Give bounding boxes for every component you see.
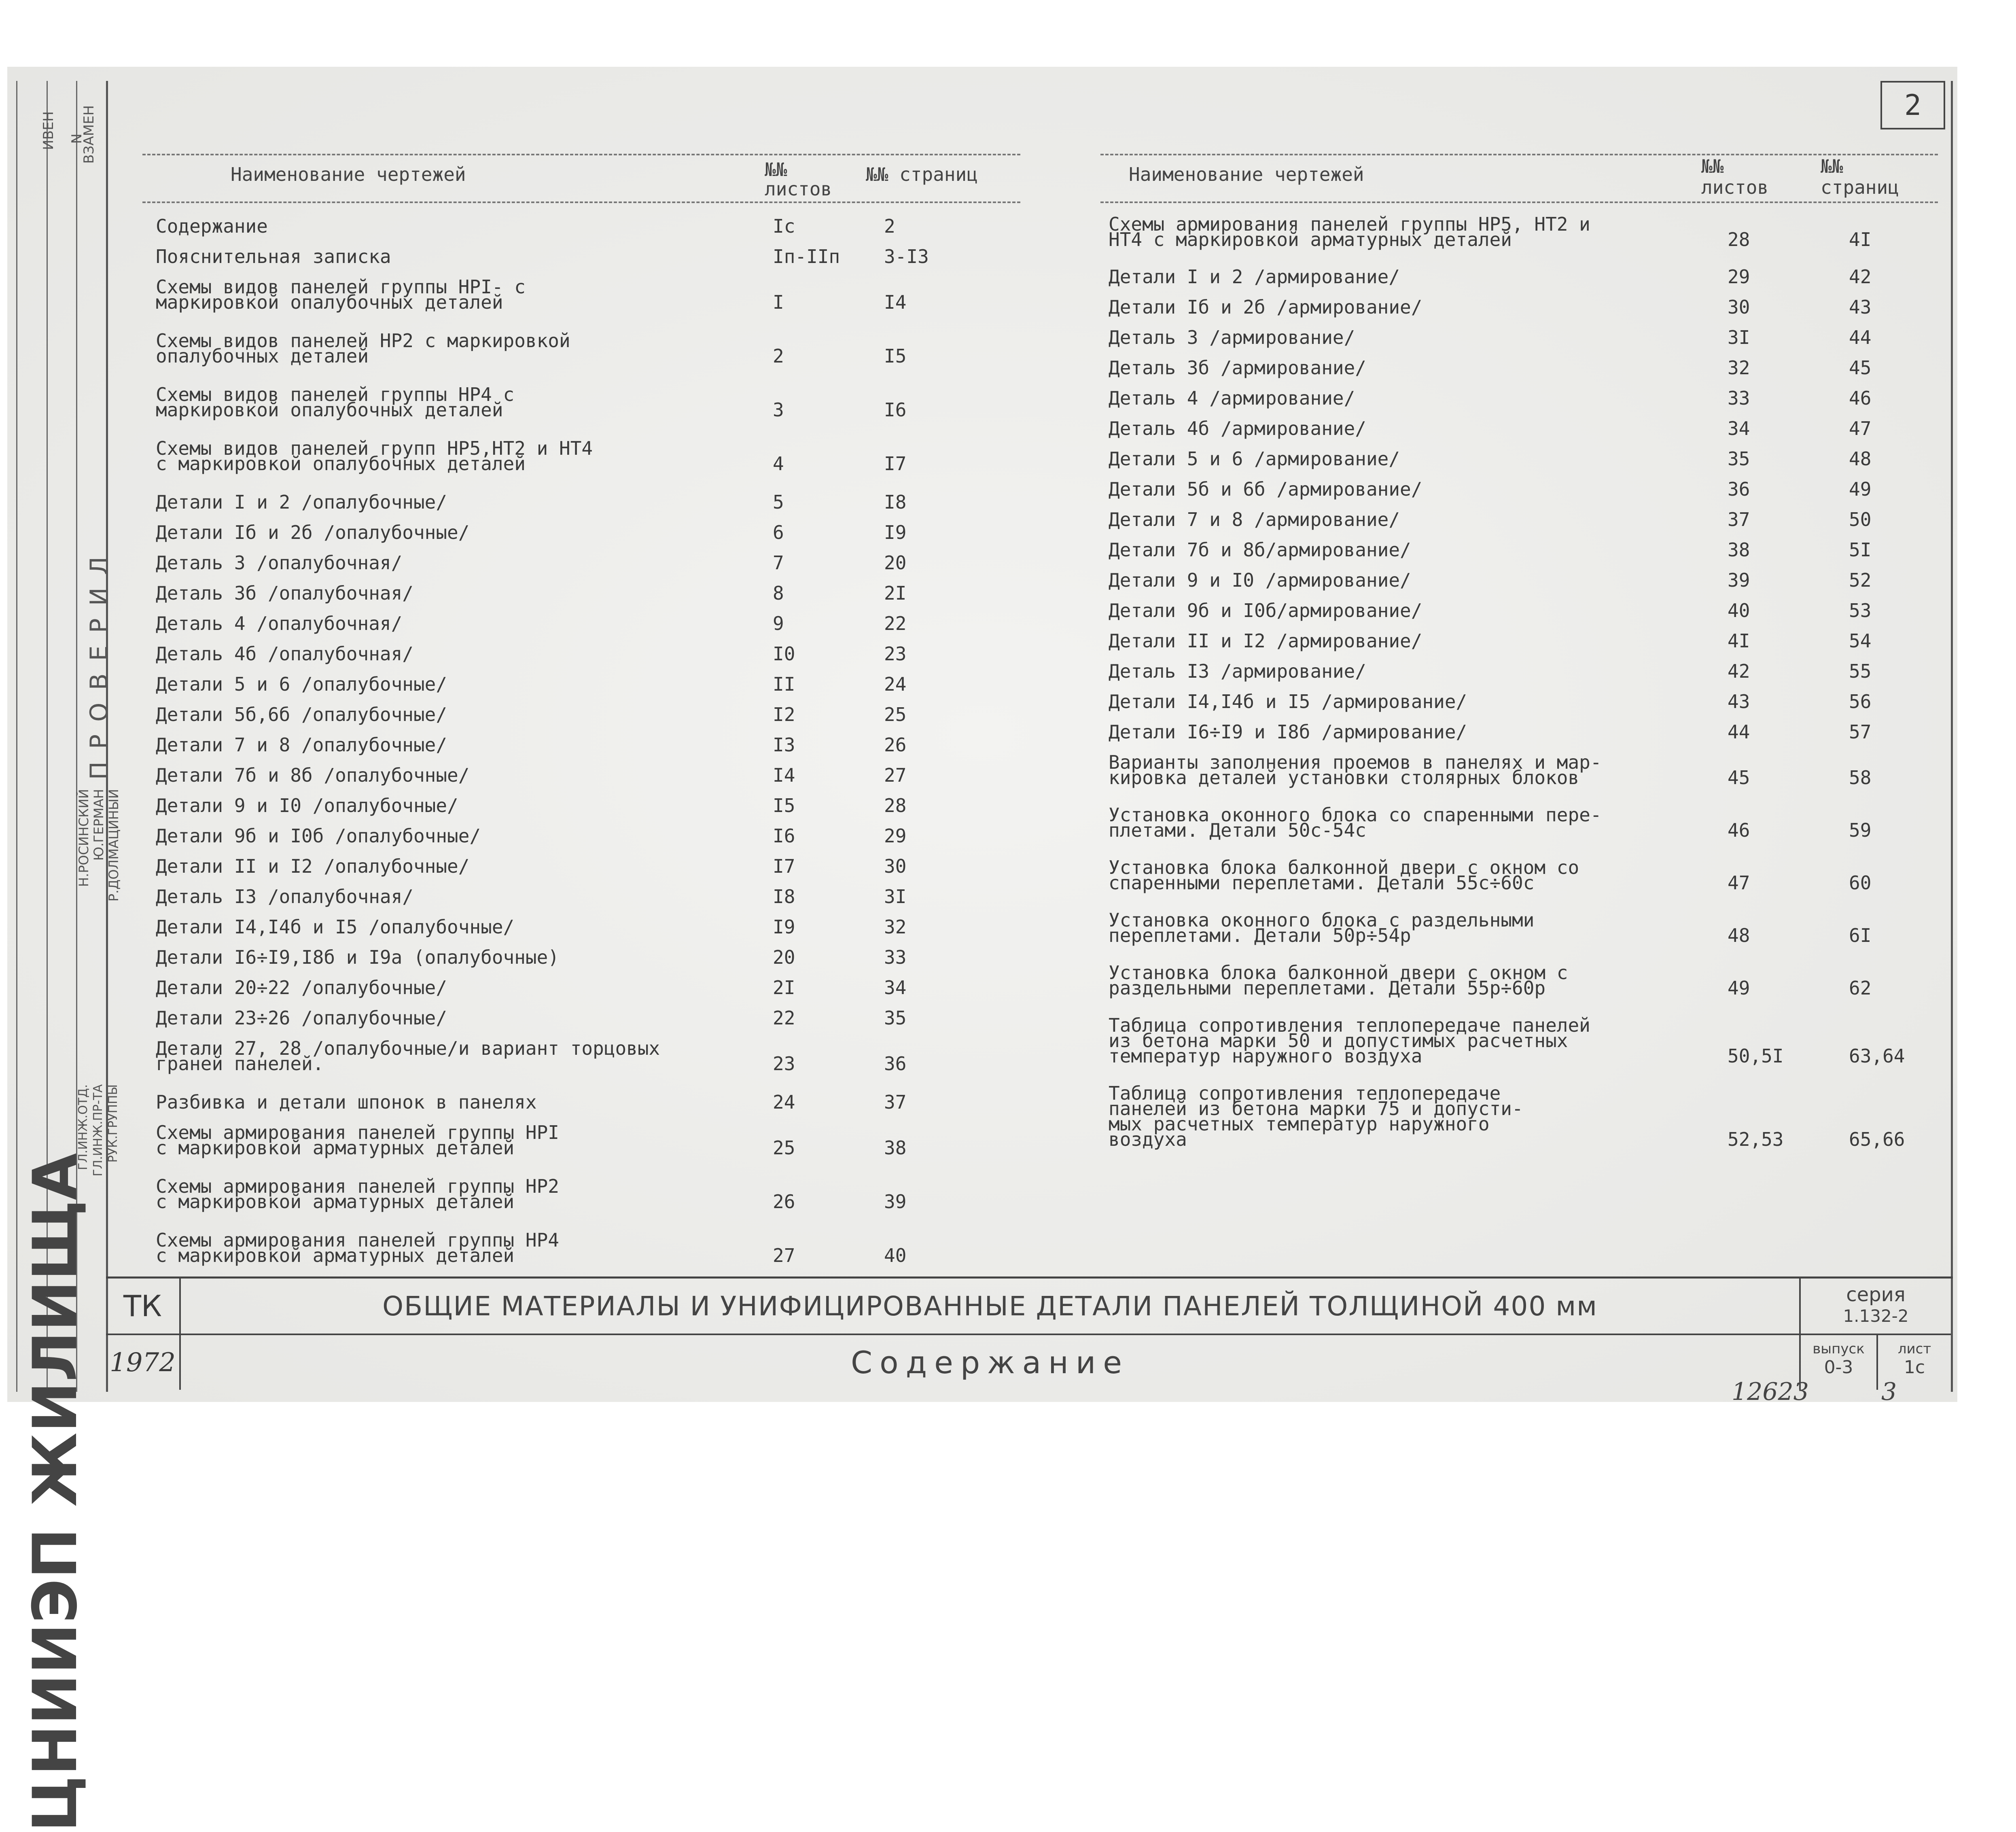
page-number-cell: 63,64 <box>1849 1045 1905 1067</box>
sheet-number: 22 <box>773 1007 795 1029</box>
drawing-name-line: Варианты заполнения проемов в панелях и мар- <box>1109 751 1602 773</box>
drawing-name <box>156 886 413 908</box>
drawing-name <box>1109 600 1422 621</box>
page-number-cell: 6I <box>1849 924 1872 946</box>
drawing-name-line: Содержание <box>156 215 268 237</box>
page-number-cell: 36 <box>884 1053 907 1075</box>
sheet-number: 49 <box>1728 977 1750 999</box>
series-value: 1.132-2 <box>1843 1306 1909 1326</box>
sheet-number: 39 <box>1728 569 1750 591</box>
sheet-number: 7 <box>773 552 784 574</box>
drawing-name <box>156 437 593 475</box>
page-number: 2 <box>1904 89 1922 122</box>
series-label: серия <box>1846 1283 1906 1306</box>
drawing-name <box>1109 721 1467 743</box>
drawing-name-line: Схемы армирования панелей группы НР2 <box>156 1175 559 1197</box>
page-number-cell: 52 <box>1849 569 1872 591</box>
drawing-name <box>156 795 458 816</box>
drawing-name-line: Схемы видов панелей НР2 с маркировкой <box>156 330 570 352</box>
drawing-name-line: спаренными переплетами. Детали 55с÷60с <box>1109 872 1535 894</box>
drawing-name <box>156 1122 559 1159</box>
page-number-cell: 29 <box>884 825 907 847</box>
drawing-name-line: Детали Iб и 2б /армирование/ <box>1109 296 1422 318</box>
sheet-number: I7 <box>773 855 795 877</box>
drawing-name-line: Детали I4,I4б и I5 /армирование/ <box>1109 691 1467 712</box>
drawing-name <box>1109 478 1422 500</box>
drawing-name <box>1109 418 1366 439</box>
signer-name: Н.РОСИНСКИЙ <box>76 789 91 887</box>
drawing-name <box>1109 266 1400 288</box>
drawing-name <box>1109 569 1411 591</box>
drawing-name-line: Деталь 4 /опалубочная/ <box>156 613 403 634</box>
sheet-number: I <box>773 291 784 313</box>
drawing-name <box>156 246 391 267</box>
sheet-number: II <box>773 673 795 695</box>
drawing-name <box>156 215 268 237</box>
column-header-name: Наименование чертежей <box>231 163 466 185</box>
sheet-number: 28 <box>1728 229 1750 250</box>
drawing-name-line: Таблица сопротивления теплопередаче панелей <box>1109 1014 1590 1036</box>
sheet-number: 27 <box>773 1245 795 1266</box>
sidebar-top-label: ИВЕН <box>40 111 57 150</box>
page-number-cell: I4 <box>884 291 907 313</box>
page-number-cell: 65,66 <box>1849 1128 1905 1150</box>
drawing-name <box>1109 1082 1523 1150</box>
page-number-cell: 33 <box>884 946 907 968</box>
drawing-name-line: Установка оконного блока с раздельными <box>1109 909 1535 931</box>
sheet-number: I0 <box>773 643 795 665</box>
drawing-name <box>156 946 559 968</box>
sheet-number: 6 <box>773 522 784 543</box>
sheet-number: 20 <box>773 946 795 968</box>
page-number-cell: 26 <box>884 734 907 756</box>
drawing-name-line: с маркировкой опалубочных деталей <box>156 453 526 475</box>
page-number-cell: 54 <box>1849 630 1872 652</box>
page-number-cell: 3-I3 <box>884 246 929 267</box>
sheet-number: 50,5I <box>1728 1045 1784 1067</box>
column-header-name: Наименование чертежей <box>1129 163 1364 185</box>
drawing-name <box>1109 296 1422 318</box>
page-number-cell: 40 <box>884 1245 907 1266</box>
sheet-number: 29 <box>1728 266 1750 288</box>
page-number-cell: 60 <box>1849 872 1872 894</box>
drawing-name <box>156 1175 559 1213</box>
issue-cell <box>1799 1335 1878 1390</box>
stamp-title: ОБЩИЕ МАТЕРИАЛЫ И УНИФИЦИРОВАННЫЕ ДЕТАЛИ ПАНЕЛЕЙ ТОЛЩИНОЙ 400 мм <box>382 1290 1598 1322</box>
footer-page: 3 <box>1881 1378 1897 1406</box>
drawing-name-line: Детали 7б и 8б/армирование/ <box>1109 539 1411 561</box>
sheet-number: 32 <box>1728 357 1750 379</box>
sheet-number: 45 <box>1728 767 1750 789</box>
sheet-number: I2 <box>773 704 795 725</box>
page-number-cell: 38 <box>884 1137 907 1159</box>
drawing-name-line: Детали II и I2 /опалубочные/ <box>156 855 470 877</box>
drawing-name-line: Деталь 3б /опалубочная/ <box>156 582 413 604</box>
drawing-name-line: Деталь I3 /армирование/ <box>1109 660 1366 682</box>
drawing-name <box>156 1091 537 1113</box>
sheet-number: 24 <box>773 1091 795 1113</box>
sheet-number: 2 <box>773 345 784 367</box>
page-number-cell: I7 <box>884 453 907 475</box>
drawing-name-line: Детали 9б и I0б /опалубочные/ <box>156 825 481 847</box>
sheet-number: 46 <box>1728 819 1750 841</box>
drawing-name-line: маркировкой опалубочных деталей <box>156 399 503 421</box>
drawing-name <box>1109 751 1602 789</box>
sheet-number: I8 <box>773 886 795 908</box>
drawing-name <box>156 384 515 421</box>
sheet-number: 26 <box>773 1191 795 1213</box>
page-number-cell: 53 <box>1849 600 1872 621</box>
drawing-name-line: Детали II и I2 /армирование/ <box>1109 630 1422 652</box>
page-number-cell: 44 <box>1849 327 1872 348</box>
drawing-name-line: Схемы армирования панелей группы НР4 <box>156 1229 559 1251</box>
sheet-number: 2I <box>773 977 795 999</box>
drawing-name-line: Деталь 4 /армирование/ <box>1109 387 1355 409</box>
drawing-name <box>156 734 447 756</box>
page-number-box <box>1880 81 1945 129</box>
issue-label: выпуск <box>1812 1341 1865 1357</box>
page-number-cell: 43 <box>1849 296 1872 318</box>
sheet-number: 5 <box>773 491 784 513</box>
drawing-name-line: Детали I и 2 /армирование/ <box>1109 266 1400 288</box>
stamp-subtitle-cell <box>181 1335 1799 1390</box>
drawing-name-line: Детали 20÷22 /опалубочные/ <box>156 977 447 999</box>
sheet-value: 1с <box>1904 1357 1925 1378</box>
drawing-name <box>156 552 403 574</box>
drawing-name-line: Детали 7 и 8 /опалубочные/ <box>156 734 447 756</box>
sheet-number: 30 <box>1728 296 1750 318</box>
page-number-cell: 45 <box>1849 357 1872 379</box>
page-number-cell: 59 <box>1849 819 1872 841</box>
page-number-cell: 50 <box>1849 509 1872 530</box>
sheet-number: 52,53 <box>1728 1128 1784 1150</box>
page-number-cell: I9 <box>884 522 907 543</box>
drawing-name <box>1109 539 1411 561</box>
drawing-name-line: Установка блока балконной двери с окном со <box>1109 857 1579 878</box>
page-number-cell: 62 <box>1849 977 1872 999</box>
drawing-name <box>156 977 447 999</box>
drawing-name-line: Детали 27, 28 /опалубочные/и вариант торцовых <box>156 1037 660 1059</box>
drawing-name <box>1109 962 1568 999</box>
header-bottom-rule <box>142 201 1020 203</box>
drawing-name <box>1109 327 1355 348</box>
drawing-name-line: Детали 5б,6б /опалубочные/ <box>156 704 447 725</box>
page-number-cell: 35 <box>884 1007 907 1029</box>
drawing-name <box>156 582 413 604</box>
institute-name: ЦНИИЭП ЖИЛИЩА <box>20 1153 91 1832</box>
drawing-name-line: Детали I6÷I9 и I8б /армирование/ <box>1109 721 1467 743</box>
sheet-number: 4I <box>1728 630 1750 652</box>
sheet-number: 36 <box>1728 478 1750 500</box>
sidebar-border <box>16 81 17 1392</box>
page-number-cell: I5 <box>884 345 907 367</box>
sheet-number: 44 <box>1728 721 1750 743</box>
signer-name: Ю.ГЕРМАН <box>91 789 106 861</box>
drawing-name-line: мых расчетных температур наружного <box>1109 1113 1490 1135</box>
drawing-name <box>1109 387 1355 409</box>
page-number-cell: 5I <box>1849 539 1872 561</box>
page-number-cell: 55 <box>1849 660 1872 682</box>
header-top-rule <box>1100 154 1938 155</box>
page-number-cell: 39 <box>884 1191 907 1213</box>
drawing-name <box>156 613 403 634</box>
page-number-cell: 46 <box>1849 387 1872 409</box>
drawing-name-line: Детали I и 2 /опалубочные/ <box>156 491 447 513</box>
drawing-name <box>1109 509 1400 530</box>
drawing-name-line: Деталь 4б /армирование/ <box>1109 418 1366 439</box>
page-number-cell: 27 <box>884 764 907 786</box>
sheet-number: 37 <box>1728 509 1750 530</box>
series-cell <box>1799 1279 1951 1335</box>
drawing-name-line: Детали 9 и I0 /армирование/ <box>1109 569 1411 591</box>
drawing-name-line: плетами. Детали 50с-54с <box>1109 819 1366 841</box>
drawing-name <box>156 276 526 313</box>
stamp-title-cell <box>181 1279 1799 1335</box>
sheet-number: I3 <box>773 734 795 756</box>
drawing-name-line: Детали 9б и I0б/армирование/ <box>1109 600 1422 621</box>
drawing-name-line: температур наружного воздуха <box>1109 1045 1422 1067</box>
stamp-code: ТК <box>123 1289 162 1323</box>
drawing-name-line: Детали 7б и 8б /опалубочные/ <box>156 764 470 786</box>
drawing-name-line: Детали I6÷I9,I8б и I9а (опалубочные) <box>156 946 559 968</box>
signer-name: Р.ДОЛМАЦИНЫЙ <box>106 789 121 902</box>
page-number-cell: 47 <box>1849 418 1872 439</box>
page-number-cell: 56 <box>1849 691 1872 712</box>
approval-sidebar <box>16 81 121 1832</box>
drawing-name <box>156 1007 447 1029</box>
drawing-name <box>1109 660 1366 682</box>
drawing-name-line: с маркировкой арматурных деталей <box>156 1191 515 1213</box>
page-number-cell: 57 <box>1849 721 1872 743</box>
drawing-name <box>156 1229 559 1266</box>
sheet-number: 40 <box>1728 600 1750 621</box>
sheet-number: 35 <box>1728 448 1750 470</box>
drawing-name-line: Деталь 3б /армирование/ <box>1109 357 1366 379</box>
drawing-name-line: Детали 5б и 6б /армирование/ <box>1109 478 1422 500</box>
drawing-name-line: Деталь I3 /опалубочная/ <box>156 886 413 908</box>
drawing-name-line: Схемы видов панелей группы НРI- с <box>156 276 526 298</box>
page-number-cell: 2 <box>884 215 895 237</box>
sidebar-top-label: N <box>69 134 85 144</box>
drawing-name-line: Установка блока балконной двери с окном с <box>1109 962 1568 984</box>
sheet-number: 33 <box>1728 387 1750 409</box>
title-block <box>106 1276 1953 1390</box>
drawing-name <box>1109 691 1467 712</box>
page-number-cell: I6 <box>884 399 907 421</box>
drawing-name-line: Детали 9 и I0 /опалубочные/ <box>156 795 458 816</box>
issue-value: 0-3 <box>1824 1357 1853 1378</box>
drawing-name-line: Установка оконного блока со спаренными пере- <box>1109 804 1602 826</box>
drawing-name-line: переплетами. Детали 50р÷54р <box>1109 924 1411 946</box>
sheet-number: 23 <box>773 1053 795 1075</box>
drawing-name-line: раздельными переплетами. Детали 55р÷60р <box>1109 977 1546 999</box>
drawing-name <box>156 764 470 786</box>
page-number-cell: 23 <box>884 643 907 665</box>
sheet-number: 43 <box>1728 691 1750 712</box>
drawing-name <box>1109 857 1579 894</box>
drawing-name <box>1109 630 1422 652</box>
page-number-cell: 32 <box>884 916 907 938</box>
drawing-name <box>156 330 570 367</box>
drawing-name-line: маркировкой опалубочных деталей <box>156 291 503 313</box>
sheet-number: 42 <box>1728 660 1750 682</box>
drawing-name-line: НТ4 с маркировкой арматурных деталей <box>1109 229 1512 250</box>
drawing-name-line: Деталь 3 /опалубочная/ <box>156 552 403 574</box>
page-number-cell: 42 <box>1849 266 1872 288</box>
drawing-name-line: панелей из бетона марки 75 и допусти- <box>1109 1098 1523 1120</box>
sheet-number: 47 <box>1728 872 1750 894</box>
stamp-code-cell <box>106 1279 181 1335</box>
signer-role: ГЛ.ИНЖ.ОТД. <box>76 1084 90 1170</box>
sheet-number: I6 <box>773 825 795 847</box>
drawing-name-line: Таблица сопротивления теплопередаче <box>1109 1082 1501 1104</box>
drawing-name-line: с маркировкой арматурных деталей <box>156 1245 515 1266</box>
sheet-number: 4 <box>773 453 784 475</box>
sheet-number: I4 <box>773 764 795 786</box>
sheet-number: 8 <box>773 582 784 604</box>
drawing-name-line: Детали 23÷26 /опалубочные/ <box>156 1007 447 1029</box>
drawing-name <box>156 825 481 847</box>
page-number-cell: 37 <box>884 1091 907 1113</box>
drawing-name <box>156 522 470 543</box>
drawing-name-line: Схемы видов панелей групп НР5,НТ2 и НТ4 <box>156 437 593 459</box>
drawing-name-line: Схемы армирования панелей группы НР5, НТ2 и <box>1109 213 1590 235</box>
drawing-name <box>1109 909 1535 946</box>
sheet-number: 3 <box>773 399 784 421</box>
drawing-name <box>1109 213 1590 250</box>
drawing-name-line: Детали Iб и 2б /опалубочные/ <box>156 522 470 543</box>
drawing-name <box>156 855 470 877</box>
page-number-cell: 24 <box>884 673 907 695</box>
drawing-name-line: воздуха <box>1109 1128 1187 1150</box>
column-header-sheets: №№ листов <box>1701 155 1769 198</box>
drawing-name-line: граней панелей. <box>156 1053 324 1075</box>
check-label: П Р О В Е Р И Л <box>85 554 113 780</box>
drawing-name <box>1109 357 1366 379</box>
sheet-number: I9 <box>773 916 795 938</box>
drawing-name-line: Деталь 3 /армирование/ <box>1109 327 1355 348</box>
page-number-cell: 28 <box>884 795 907 816</box>
archive-number: 12623 <box>1732 1378 1809 1406</box>
sheet-number: 38 <box>1728 539 1750 561</box>
drawing-name <box>156 916 515 938</box>
drawing-name-line: Деталь 4б /опалубочная/ <box>156 643 413 665</box>
drawing-name <box>156 704 447 725</box>
sheet-number: 3I <box>1728 327 1750 348</box>
sheet-number: 48 <box>1728 924 1750 946</box>
sheet-number: I5 <box>773 795 795 816</box>
column-header-sheets: №№ листов <box>765 159 832 200</box>
signer-role: ГЛ.ИНЖ.ПР-ТА <box>91 1084 105 1177</box>
drawing-name-line: из бетона марки 50 и допустимых расчетных <box>1109 1030 1568 1052</box>
page-number-cell: 3I <box>884 886 907 908</box>
header-top-rule <box>142 154 1020 155</box>
page-number-cell: 22 <box>884 613 907 634</box>
drawing-name-line: с маркировкой арматурных деталей <box>156 1137 515 1159</box>
drawing-name-line: Детали I4,I4б и I5 /опалубочные/ <box>156 916 515 938</box>
drawing-name <box>156 643 413 665</box>
sheet-number: 9 <box>773 613 784 634</box>
page-number-cell: 58 <box>1849 767 1872 789</box>
sheet-number: 34 <box>1728 418 1750 439</box>
drawing-name <box>1109 1014 1590 1067</box>
drawing-name-line: Пояснительная записка <box>156 246 391 267</box>
drawing-name-line: опалубочных деталей <box>156 345 369 367</box>
stamp-year-cell <box>106 1335 181 1390</box>
signer-role: РУК.ГРУППЫ <box>106 1084 120 1163</box>
page-number-cell: 4I <box>1849 229 1872 250</box>
sheet-label: лист <box>1897 1341 1931 1357</box>
drawing-name <box>156 673 447 695</box>
drawing-name-line: Разбивка и детали шпонок в панелях <box>156 1091 537 1113</box>
drawing-name-line: Схемы видов панелей группы НР4 с <box>156 384 515 405</box>
page-number-cell: 49 <box>1849 478 1872 500</box>
drawing-name-line: кировка деталей установки столярных блоков <box>1109 767 1579 789</box>
drawing-name-line: Детали 5 и 6 /опалубочные/ <box>156 673 447 695</box>
page-number-cell: 30 <box>884 855 907 877</box>
page-number-cell: 48 <box>1849 448 1872 470</box>
sheet-number: 25 <box>773 1137 795 1159</box>
drawing-name <box>156 491 447 513</box>
stamp-year: 1972 <box>110 1347 176 1378</box>
drawing-name <box>1109 448 1400 470</box>
sheet-number: Iс <box>773 215 795 237</box>
column-header-pages: №№ страниц <box>1821 155 1899 198</box>
page-number-cell: 20 <box>884 552 907 574</box>
sidebar-top-label: ВЗАМЕН <box>81 105 97 164</box>
drawing-name <box>1109 804 1602 841</box>
stamp-subtitle: Содержание <box>851 1344 1129 1380</box>
drawing-name-line: Детали 5 и 6 /армирование/ <box>1109 448 1400 470</box>
page-number-cell: I8 <box>884 491 907 513</box>
page-number-cell: 25 <box>884 704 907 725</box>
drawing-name <box>156 1037 660 1075</box>
page-number-cell: 2I <box>884 582 907 604</box>
header-bottom-rule <box>1100 201 1938 203</box>
drawing-name-line: Детали 7 и 8 /армирование/ <box>1109 509 1400 530</box>
sheet-number: Iп-IIп <box>773 246 840 267</box>
drawing-name-line: Схемы армирования панелей группы НРI <box>156 1122 559 1143</box>
column-header-pages: №№ страниц <box>866 163 978 185</box>
page-number-cell: 34 <box>884 977 907 999</box>
